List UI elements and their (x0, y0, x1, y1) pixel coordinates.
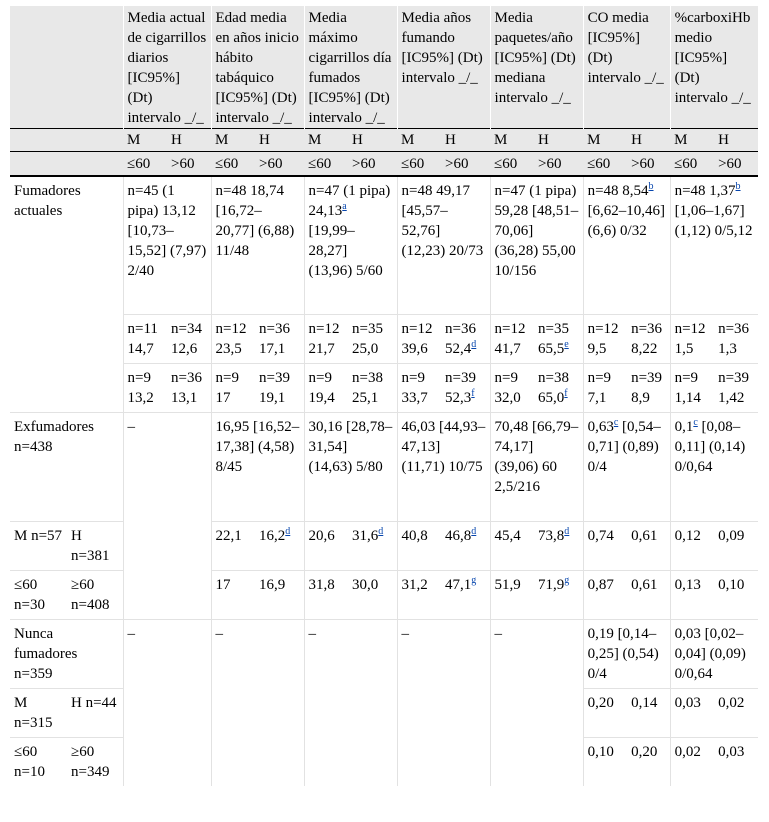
cell: n=11 14,7 (123, 315, 167, 364)
sex-h-label: H (627, 129, 670, 152)
cell: 31,2 (397, 571, 441, 620)
cell: – (123, 620, 211, 787)
table-row (10, 620, 758, 689)
age-low-label: ≤60 (211, 152, 255, 177)
cell: 0,03 (714, 738, 758, 787)
row-label-sex-m: M n=315 (10, 689, 67, 738)
cell: 0,10 (714, 571, 758, 620)
row-label-age-low: ≤60 n=10 (10, 738, 67, 787)
footnote-link[interactable]: b (648, 181, 654, 192)
cell: 20,6 (304, 522, 348, 571)
cell: 22,1 (211, 522, 255, 571)
cell: n=12 21,7 (304, 315, 348, 364)
cell: n=38 25,1 (348, 364, 397, 413)
row-label-age-low: ≤60 n=30 (10, 571, 67, 620)
sex-h-label: H (441, 129, 490, 152)
cell: 0,02 (714, 689, 758, 738)
group-label-nunca: Nunca fumadores n=359 (10, 620, 123, 689)
age-low-label: ≤60 (397, 152, 441, 177)
cell: n=47 (1 pipa) 59,28 [48,51–70,06] (36,28) 55,00 10/156 (490, 176, 583, 315)
cell: – (123, 413, 211, 620)
cell: 0,61 (627, 522, 670, 571)
cell: n=47 (1 pipa) 24,13$^a$ [19,99–28,27] (13,96) 5/60 (304, 176, 397, 315)
age-subheader-row (10, 152, 758, 177)
cell: n=9 19,4 (304, 364, 348, 413)
cell: 31,8 (304, 571, 348, 620)
cell: 17 (211, 571, 255, 620)
table-row (10, 176, 758, 315)
cell: – (490, 620, 583, 787)
age-high-label: >60 (348, 152, 397, 177)
cell: 0,74 (583, 522, 627, 571)
cell: 0,63$^c$ [0,54–0,71] (0,89) 0/4 (583, 413, 670, 522)
age-low-label: ≤60 (490, 152, 534, 177)
sex-subheader-row (10, 129, 758, 152)
cell: 31,6$^d$ (348, 522, 397, 571)
footnote-link[interactable]: g (471, 575, 477, 586)
cell: 45,4 (490, 522, 534, 571)
header-carboxihb: %carboxiHb medio [IC95%] (Dt) intervalo _/_ (670, 6, 758, 129)
cell: n=39 19,1 (255, 364, 304, 413)
cell: 30,16 [28,78–31,54] (14,63) 5/80 (304, 413, 397, 522)
cell: 0,12 (670, 522, 714, 571)
cell: n=9 1,14 (670, 364, 714, 413)
sex-m-label: M (304, 129, 348, 152)
header-paquetes-ano: Media paquetes/año [IC95%] (Dt) mediana intervalo _/_ (490, 6, 583, 129)
cell: n=35 25,0 (348, 315, 397, 364)
cell: n=48 49,17 [45,57–52,76] (12,23) 20/73 (397, 176, 490, 315)
row-label-sex-h: H n=44 (67, 689, 123, 738)
header-edad-inicio: Edad media en años inicio hábito tabáquico [IC95%] (Dt) intervalo _/_ (211, 6, 304, 129)
footnote-link[interactable]: c (613, 417, 619, 428)
cell: n=36 52,4$^d$ (441, 315, 490, 364)
footnote-link[interactable]: d (378, 526, 384, 537)
table-row (10, 571, 758, 620)
sex-m-label: M (490, 129, 534, 152)
cell: n=38 65,0$^f$ (534, 364, 583, 413)
footnote-link[interactable]: d (564, 526, 570, 537)
age-high-label: >60 (441, 152, 490, 177)
cell: n=12 39,6 (397, 315, 441, 364)
age-high-label: >60 (534, 152, 583, 177)
cell: n=39 1,42 (714, 364, 758, 413)
sex-m-label: M (583, 129, 627, 152)
cell: – (211, 620, 304, 787)
sex-m-label: M (123, 129, 167, 152)
header-cigarrillos-diarios: Media actual de cigarrillos diarios [IC95%] (Dt) intervalo _/_ (123, 6, 211, 129)
table-row (10, 364, 758, 413)
header-anos-fumando: Media años fumando [IC95%] (Dt) intervalo _/_ (397, 6, 490, 129)
group-label-exfumadores: Exfumadores n=438 (10, 413, 123, 522)
column-header-row (10, 6, 758, 129)
footnote-link[interactable]: e (564, 339, 569, 350)
cell: n=9 13,2 (123, 364, 167, 413)
cell: 0,03 (670, 689, 714, 738)
age-low-label: ≤60 (583, 152, 627, 177)
table-row (10, 413, 758, 522)
cell: 46,8$^d$ (441, 522, 490, 571)
footnote-link[interactable]: b (735, 181, 741, 192)
cell: 47,1$^g$ (441, 571, 490, 620)
group-label-fumadores: Fumadores actuales (10, 176, 123, 413)
age-low-label: ≤60 (123, 152, 167, 177)
cell: 70,48 [66,79–74,17] (39,06) 60 2,5/216 (490, 413, 583, 522)
sex-subheader-corner (10, 129, 123, 152)
sex-m-label: M (211, 129, 255, 152)
cell: 40,8 (397, 522, 441, 571)
cell: n=39 8,9 (627, 364, 670, 413)
cell: n=9 33,7 (397, 364, 441, 413)
sex-h-label: H (167, 129, 211, 152)
footnote-link[interactable]: f (471, 388, 475, 399)
cell: n=9 7,1 (583, 364, 627, 413)
cell: n=39 52,3$^f$ (441, 364, 490, 413)
footnote-link[interactable]: d (285, 526, 291, 537)
cell: 0,14 (627, 689, 670, 738)
footnote-link[interactable]: d (471, 526, 477, 537)
header-corner (10, 6, 123, 129)
cell: 0,1$^c$ [0,08–0,11] (0,14) 0/0,64 (670, 413, 758, 522)
sex-h-label: H (348, 129, 397, 152)
cell: 0,20 (583, 689, 627, 738)
cell: n=36 13,1 (167, 364, 211, 413)
cell: n=12 1,5 (670, 315, 714, 364)
age-high-label: >60 (255, 152, 304, 177)
cell: n=9 32,0 (490, 364, 534, 413)
table-row (10, 522, 758, 571)
cell: 0,13 (670, 571, 714, 620)
footnote-link[interactable]: g (564, 575, 570, 586)
sex-h-label: H (714, 129, 758, 152)
cell: n=35 65,5e (534, 315, 583, 364)
cell: 73,8$^d$ (534, 522, 583, 571)
footnote-link[interactable]: c (693, 417, 698, 428)
footnote-link[interactable]: f (564, 388, 568, 399)
cell: n=48 1,37$^b$ [1,06–1,67] (1,12) 0/5,12 (670, 176, 758, 315)
cell: 30,0 (348, 571, 397, 620)
cell: n=45 (1 pipa) 13,12 [10,73–15,52] (7,97) 2/40 (123, 176, 211, 315)
cell: n=48 18,74 [16,72–20,77] (6,88) 11/48 (211, 176, 304, 315)
cell: 0,03 [0,02–0,04] (0,09) 0/0,64 (670, 620, 758, 689)
header-maximo-cigarrillos: Media máximo cigarrillos día fumados [IC95%] (Dt) intervalo _/_ (304, 6, 397, 129)
header-co-media: CO media [IC95%] (Dt) intervalo _/_ (583, 6, 670, 129)
cell: 71,9$^g$ (534, 571, 583, 620)
cell: 0,20 (627, 738, 670, 787)
cell: 0,09 (714, 522, 758, 571)
cell: 16,95 [16,52–17,38] (4,58) 8/45 (211, 413, 304, 522)
smoking-data-table (10, 6, 758, 786)
cell: 0,19 [0,14–0,25] (0,54) 0/4 (583, 620, 670, 689)
cell: n=12 23,5 (211, 315, 255, 364)
cell: n=34 12,6 (167, 315, 211, 364)
age-low-label: ≤60 (304, 152, 348, 177)
sex-h-label: H (534, 129, 583, 152)
cell: n=9 17 (211, 364, 255, 413)
cell: n=36 1,3 (714, 315, 758, 364)
row-label-sex-m: M n=57 (10, 522, 67, 571)
cell: 0,02 (670, 738, 714, 787)
age-high-label: >60 (167, 152, 211, 177)
footnote-link[interactable]: a (342, 201, 347, 212)
cell: 16,9 (255, 571, 304, 620)
cell: 16,2$^d$ (255, 522, 304, 571)
footnote-link[interactable]: d (471, 339, 477, 350)
sex-h-label: H (255, 129, 304, 152)
cell: n=48 8,54$^b$ [6,62–10,46] (6,6) 0/32 (583, 176, 670, 315)
cell: n=36 8,22 (627, 315, 670, 364)
age-high-label: >60 (714, 152, 758, 177)
cell: 51,9 (490, 571, 534, 620)
table-row (10, 315, 758, 364)
row-label-age-high: ≥60 n=349 (67, 738, 123, 787)
cell: n=12 9,5 (583, 315, 627, 364)
cell: – (397, 620, 490, 787)
cell: 0,87 (583, 571, 627, 620)
age-high-label: >60 (627, 152, 670, 177)
row-label-sex-h: H n=381 (67, 522, 123, 571)
cell: n=36 17,1 (255, 315, 304, 364)
age-subheader-corner (10, 152, 123, 177)
row-label-age-high: ≥60 n=408 (67, 571, 123, 620)
cell: 0,10 (583, 738, 627, 787)
cell: 0,61 (627, 571, 670, 620)
cell: n=12 41,7 (490, 315, 534, 364)
sex-m-label: M (397, 129, 441, 152)
cell: 46,03 [44,93–47,13] (11,71) 10/75 (397, 413, 490, 522)
sex-m-label: M (670, 129, 714, 152)
age-low-label: ≤60 (670, 152, 714, 177)
cell: – (304, 620, 397, 787)
